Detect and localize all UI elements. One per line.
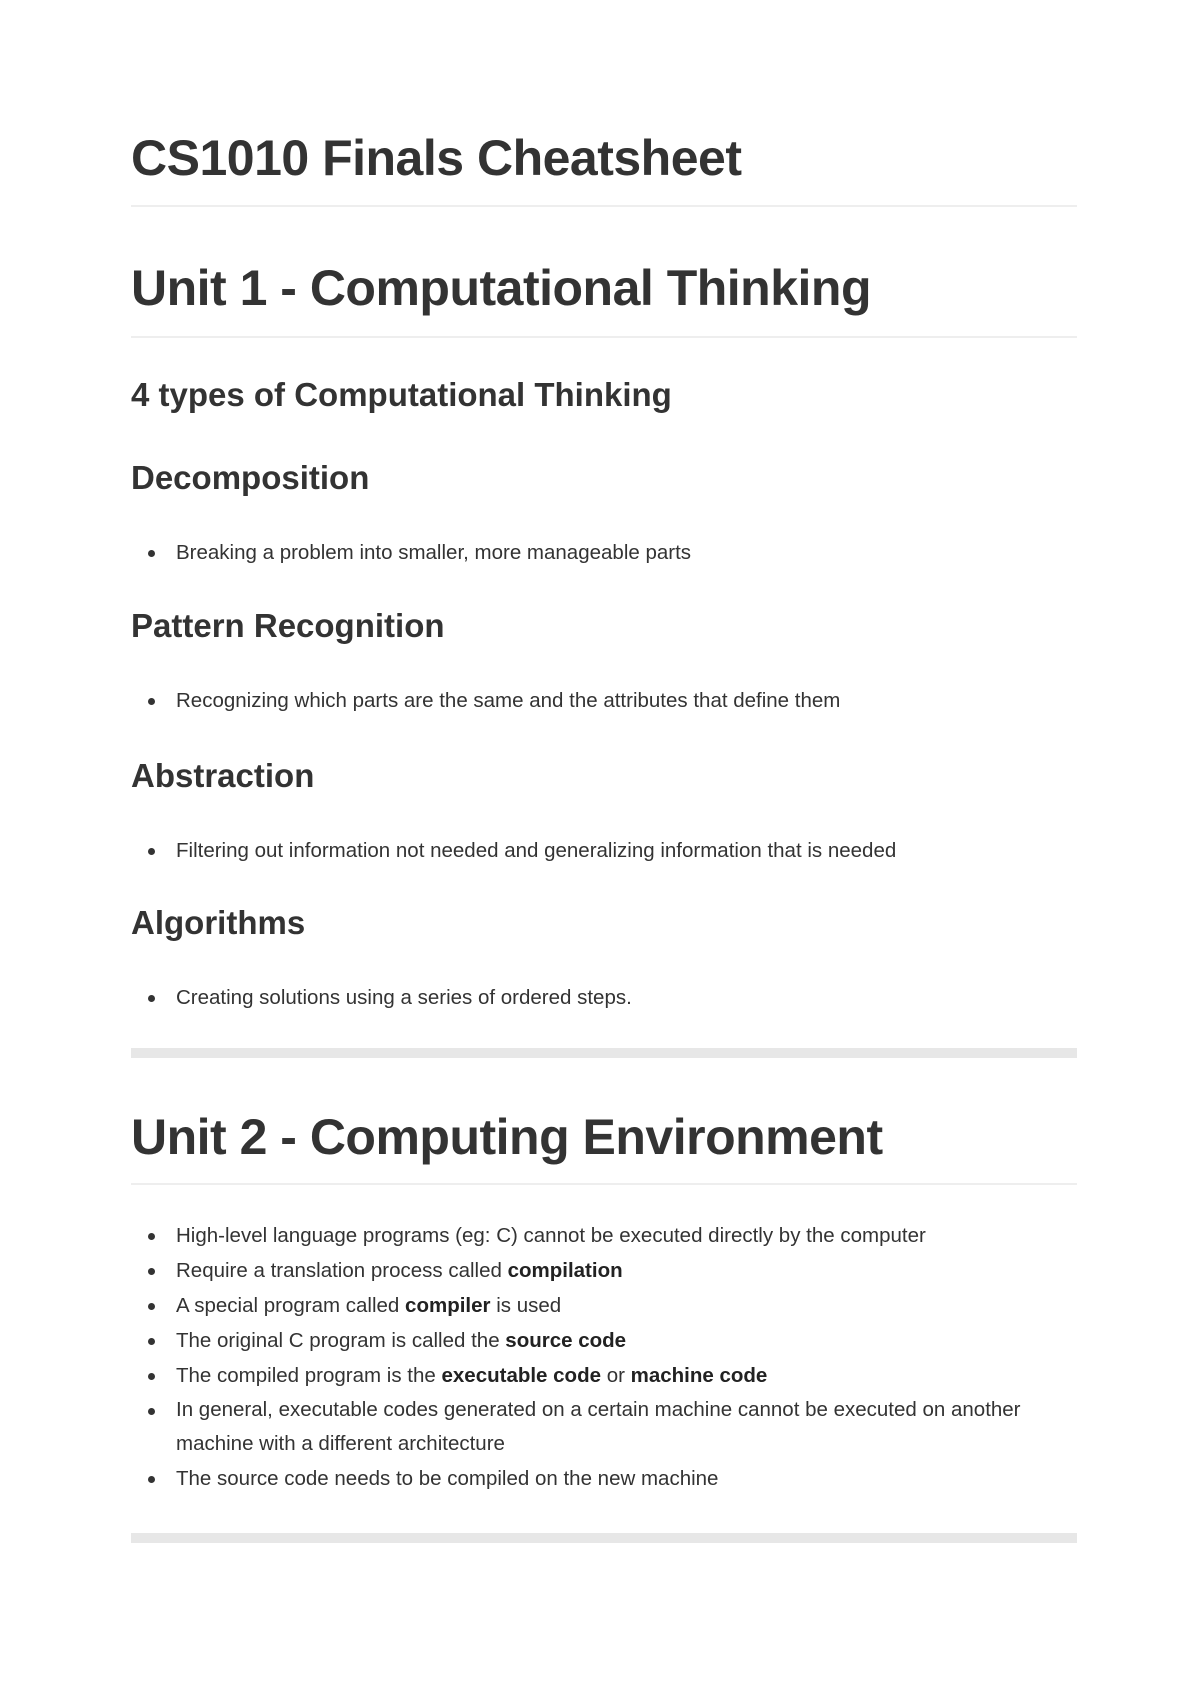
algorithms-list bbox=[131, 980, 1077, 1015]
term-machine-code: machine code bbox=[630, 1364, 768, 1387]
term-compiler: compiler bbox=[405, 1294, 491, 1317]
unit1-subtitle: 4 types of Computational Thinking bbox=[131, 376, 672, 413]
list-item: Recognizing which parts are the same and the attributes that define them bbox=[131, 683, 1077, 718]
item-text: The compiled program is the bbox=[176, 1364, 442, 1387]
list-item bbox=[131, 1358, 1077, 1393]
section-heading-abstraction: Abstraction bbox=[131, 757, 315, 794]
item-text: The original C program is called the bbox=[176, 1329, 506, 1352]
list-item: In general, executable codes generated on a certain machine cannot be executed on another machine with a different architecture bbox=[131, 1393, 1077, 1461]
unit2-list bbox=[131, 1218, 1077, 1496]
list-item bbox=[131, 1323, 1077, 1358]
item-text: or bbox=[601, 1364, 631, 1387]
section-heading-pattern-recognition: Pattern Recognition bbox=[131, 607, 445, 644]
item-text: is used bbox=[490, 1294, 562, 1317]
list-item: High-level language programs (eg: C) cannot be executed directly by the computer bbox=[131, 1218, 1077, 1253]
unit2-divider bbox=[131, 1183, 1077, 1185]
term-compilation: compilation bbox=[507, 1259, 623, 1282]
list-item: Filtering out information not needed and generalizing information that is needed bbox=[131, 833, 1077, 868]
section-heading-decomposition: Decomposition bbox=[131, 459, 370, 496]
unit1-end-divider bbox=[131, 1048, 1077, 1058]
list-item: Creating solutions using a series of ordered steps. bbox=[131, 980, 1077, 1015]
page-title: CS1010 Finals Cheatsheet bbox=[131, 130, 742, 186]
item-text: A special program called bbox=[176, 1294, 406, 1317]
title-divider bbox=[131, 205, 1077, 207]
section-heading-algorithms: Algorithms bbox=[131, 904, 306, 941]
list-item: The source code needs to be compiled on the new machine bbox=[131, 1461, 1077, 1496]
abstraction-list bbox=[131, 833, 1077, 868]
unit2-end-divider bbox=[131, 1533, 1077, 1543]
term-executable-code: executable code bbox=[441, 1364, 601, 1387]
unit1-title: Unit 1 - Computational Thinking bbox=[131, 260, 871, 316]
term-source-code: source code bbox=[505, 1329, 627, 1352]
list-item: Breaking a problem into smaller, more manageable parts bbox=[131, 535, 1077, 570]
unit1-divider bbox=[131, 336, 1077, 338]
list-item bbox=[131, 1253, 1077, 1288]
list-item bbox=[131, 1288, 1077, 1323]
decomposition-list bbox=[131, 535, 1077, 570]
pattern-recognition-list bbox=[131, 683, 1077, 718]
item-text: Require a translation process called bbox=[176, 1259, 508, 1282]
unit2-title: Unit 2 - Computing Environment bbox=[131, 1109, 883, 1165]
